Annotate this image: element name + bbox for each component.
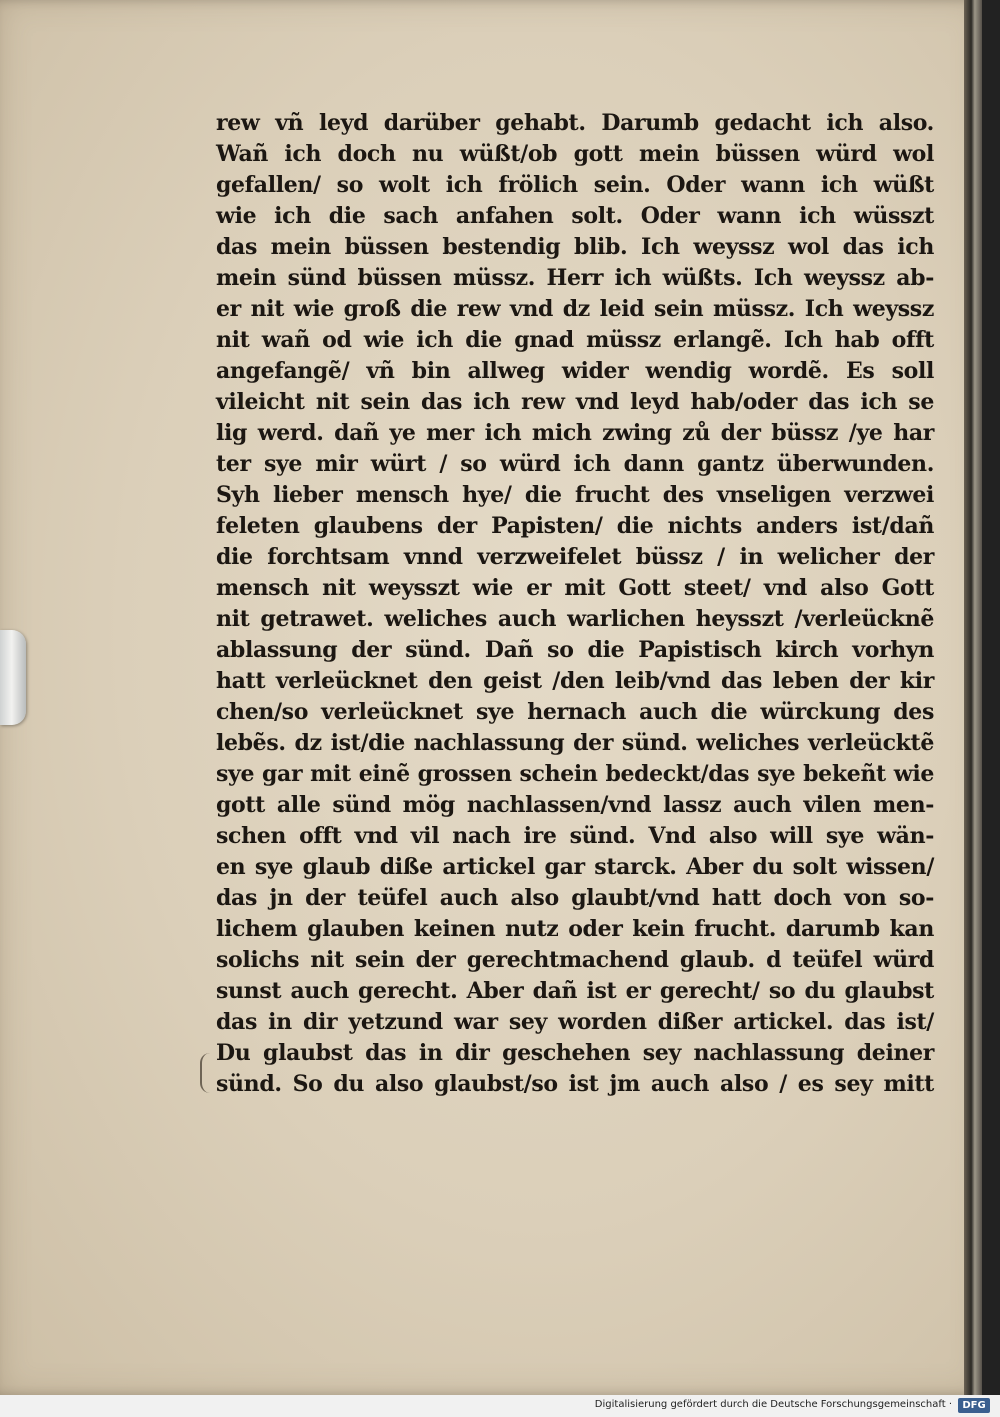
text-line: ter sye mir würt / so würd ich dann gantz überwunden. [216, 451, 934, 477]
digitization-footer [0, 1395, 1000, 1417]
text-line: das in dir yetzund war sey worden dißer artickel. das ist/ [216, 1009, 934, 1035]
text-line: sünd. So du also glaubst/so ist jm auch also / es sey mitt [216, 1071, 934, 1097]
text-line: feleten glaubens der Papisten/ die nichts anders ist/dañ [216, 513, 934, 539]
text-line: hatt verleücknet den geist /den leib/vnd das leben der kir [216, 668, 934, 694]
text-line: vileicht nit sein das ich rew vnd leyd hab/oder das ich se [216, 389, 934, 415]
page-clip [0, 630, 26, 725]
text-line: rew vñ leyd darüber gehabt. Darumb gedacht ich also. [216, 110, 934, 136]
page-edge [964, 0, 982, 1395]
text-line: wie ich die sach anfahen solt. Oder wann ich wüsszt [216, 203, 934, 229]
text-line: Syh lieber mensch hye/ die frucht des vnseligen verzwei [216, 482, 934, 508]
text-line: lichem glauben keinen nutz oder kein frucht. darumb kan [216, 916, 934, 942]
text-line: chen/so verleücknet sye hernach auch die würckung des [216, 699, 934, 725]
text-line: solichs nit sein der gerechtmachend glaub. d teüfel würd [216, 947, 934, 973]
text-line: gott alle sünd mög nachlassen/vnd lassz auch vilen men- [216, 792, 934, 818]
text-line: das jn der teüfel auch also glaubt/vnd hatt doch von so- [216, 885, 934, 911]
text-line: Wañ ich doch nu wüßt/ob gott mein büssen würd wol [216, 141, 934, 167]
margin-bracket-mark [200, 1053, 216, 1093]
text-line: Du glaubst das in dir geschehen sey nachlassung deiner [216, 1040, 934, 1066]
text-line: sye gar mit einẽ grossen schein bedeckt/das sye bekeñt wie [216, 761, 934, 787]
dfg-logo: DFG [958, 1398, 990, 1413]
text-line: nit getrawet. weliches auch warlichen heysszt /verleücknẽ [216, 606, 934, 632]
text-line: mein sünd büssen müssz. Herr ich wüßts. Ich weyssz ab- [216, 265, 934, 291]
text-line: lebẽs. dz ist/die nachlassung der sünd. weliches verleücktẽ [216, 730, 934, 756]
text-block [216, 108, 934, 1100]
text-line: angefangẽ/ vñ bin allweg wider wendig wordẽ. Es soll [216, 358, 934, 384]
text-line: mensch nit weysszt wie er mit Gott steet/ vnd also Gott [216, 575, 934, 601]
text-line: lig werd. dañ ye mer ich mich zwing zů der büssz /ye har [216, 420, 934, 446]
text-line: nit wañ od wie ich die gnad müssz erlangẽ. Ich hab offt [216, 327, 934, 353]
text-line: sunst auch gerecht. Aber dañ ist er gerecht/ so du glaubst [216, 978, 934, 1004]
text-line: ablassung der sünd. Dañ so die Papistisch kirch vorhyn [216, 637, 934, 663]
text-line: die forchtsam vnnd verzweifelet büssz / in welicher der [216, 544, 934, 570]
text-line: schen offt vnd vil nach ire sünd. Vnd also will sye wän- [216, 823, 934, 849]
text-line: en sye glaub diße artickel gar starck. Aber du solt wissen/ [216, 854, 934, 880]
text-line: gefallen/ so wolt ich frölich sein. Oder wann ich wüßt [216, 172, 934, 198]
text-line: das mein büssen bestendig blib. Ich weyssz wol das ich [216, 234, 934, 260]
footer-credit: Digitalisierung gefördert durch die Deutsche Forschungsgemeinschaft · [594, 1399, 952, 1410]
text-line: er nit wie groß die rew vnd dz leid sein müssz. Ich weyssz [216, 296, 934, 322]
